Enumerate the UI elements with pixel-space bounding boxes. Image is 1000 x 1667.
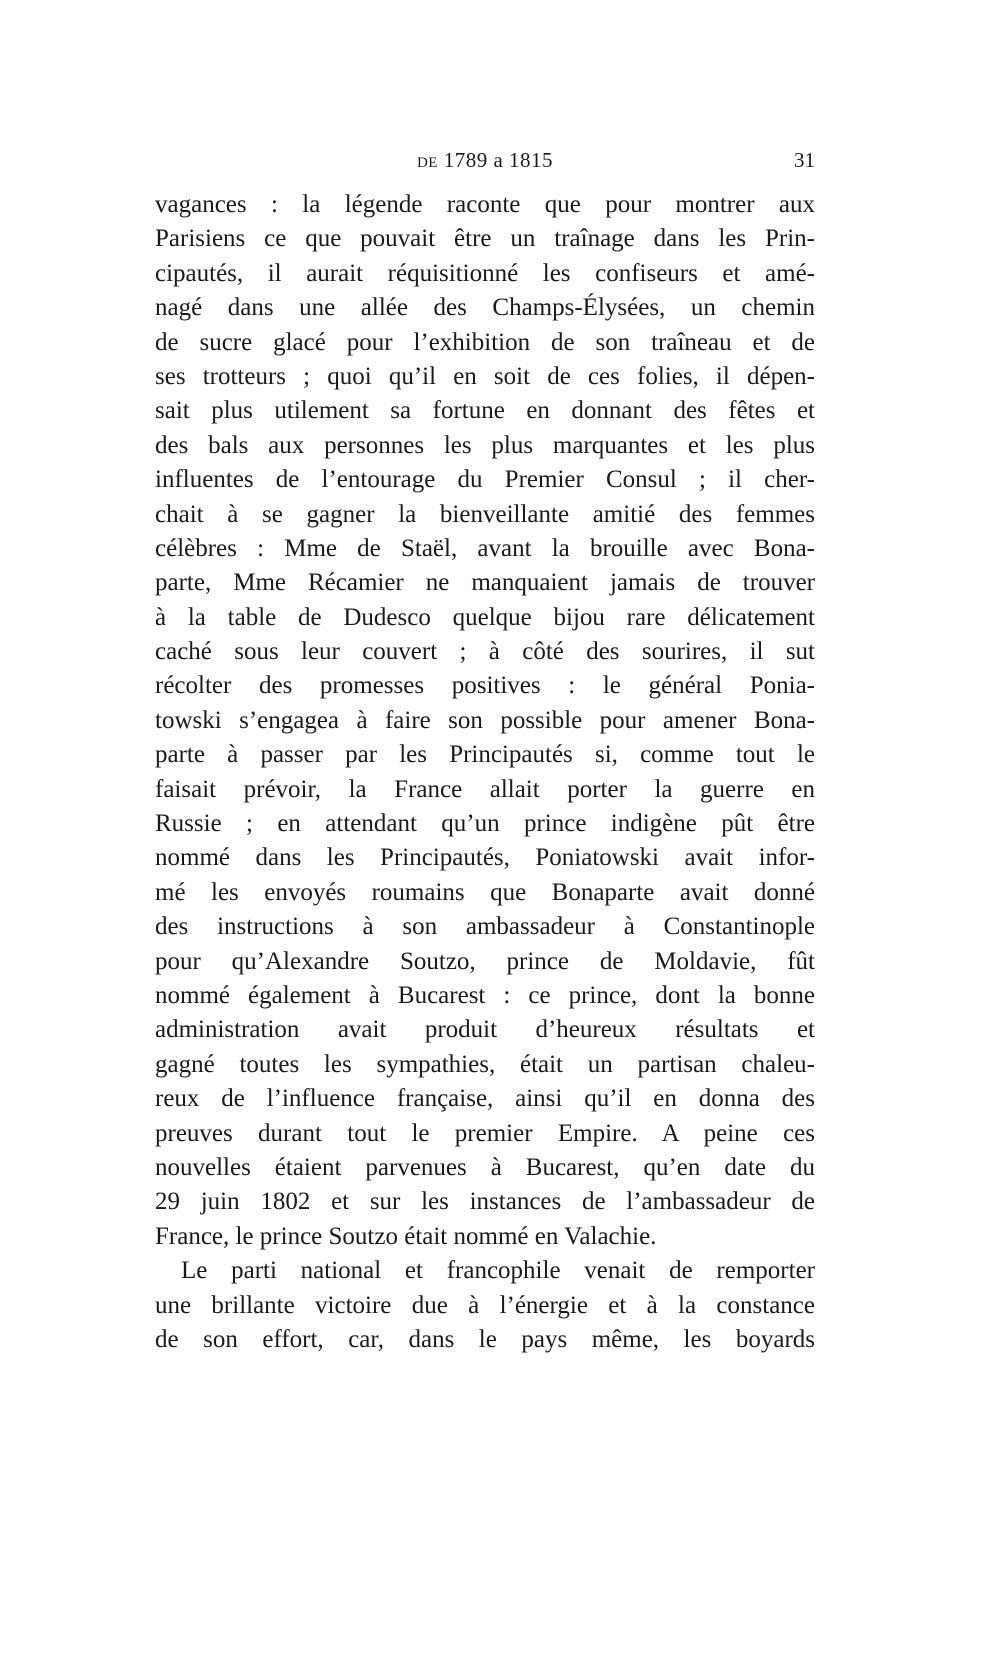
text-line-paragraph-end: France, le prince Soutzo était nommé en Valachie. <box>155 1222 657 1250</box>
running-title-years: 1789 a 1815 <box>443 148 554 172</box>
running-title-word: de <box>416 148 438 172</box>
text-line: des bals aux personnes les plus marquantes et les plus <box>155 431 815 459</box>
text-line: faisait prévoir, la France allait porter la guerre en <box>155 775 815 803</box>
text-line: nommé dans les Principautés, Poniatowski avait infor- <box>155 844 815 872</box>
text-line: cipautés, il aurait réquisitionné les confiseurs et amé- <box>155 259 815 287</box>
text-line: nagé dans une allée des Champs-Élysées, un chemin <box>155 294 815 322</box>
running-title <box>155 148 815 173</box>
text-line: 29 juin 1802 et sur les instances de l’ambassadeur de <box>155 1188 815 1216</box>
text-line: nommé également à Bucarest : ce prince, dont la bonne <box>155 981 815 1009</box>
text-line: administration avait produit d’heureux résultats et <box>155 1016 815 1044</box>
text-line: chait à se gagner la bienveillante amitié des femmes <box>155 500 815 528</box>
text-line: de sucre glacé pour l’exhibition de son traîneau et de <box>155 328 815 356</box>
text-line: Russie ; en attendant qu’un prince indigène pût être <box>155 810 815 838</box>
text-line: célèbres : Mme de Staël, avant la brouille avec Bona- <box>155 534 815 562</box>
text-line: gagné toutes les sympathies, était un partisan chaleu- <box>155 1050 815 1078</box>
text-line: preuves durant tout le premier Empire. A peine ces <box>155 1119 815 1147</box>
text-line: pour qu’Alexandre Soutzo, prince de Moldavie, fût <box>155 947 815 975</box>
text-line: de son effort, car, dans le pays même, les boyards <box>155 1325 815 1353</box>
text-line: parte à passer par les Principautés si, comme tout le <box>155 741 815 769</box>
text-line: ses trotteurs ; quoi qu’il en soit de ces folies, il dépen- <box>155 362 815 390</box>
text-line: vagances : la légende raconte que pour montrer aux <box>155 191 815 218</box>
page-number: 31 <box>794 148 815 172</box>
running-header <box>155 148 815 178</box>
text-line: reux de l’influence française, ainsi qu’il en donna des <box>155 1085 815 1113</box>
text-line: nouvelles étaient parvenues à Bucarest, qu’en date du <box>155 1153 815 1181</box>
text-line: influentes de l’entourage du Premier Consul ; il cher- <box>155 466 815 494</box>
text-line: Parisiens ce que pouvait être un traînage dans les Prin- <box>155 225 815 253</box>
text-line: towski s’engagea à faire son possible pour amener Bona- <box>155 706 815 734</box>
text-line: caché sous leur couvert ; à côté des sourires, il sut <box>155 638 815 666</box>
body-text <box>155 188 815 1357</box>
text-line: sait plus utilement sa fortune en donnant des fêtes et <box>155 397 815 425</box>
text-line-paragraph-start: Le parti national et francophile venait de remporter <box>181 1257 815 1285</box>
text-line: une brillante victoire due à l’énergie et à la constance <box>155 1291 815 1319</box>
text-line: mé les envoyés roumains que Bonaparte avait donné <box>155 878 815 906</box>
text-line: à la table de Dudesco quelque bijou rare délicatement <box>155 603 815 631</box>
text-line: des instructions à son ambassadeur à Constantinople <box>155 913 815 941</box>
text-line: récolter des promesses positives : le général Ponia- <box>155 672 815 700</box>
text-line: parte, Mme Récamier ne manquaient jamais de trouver <box>155 569 815 597</box>
